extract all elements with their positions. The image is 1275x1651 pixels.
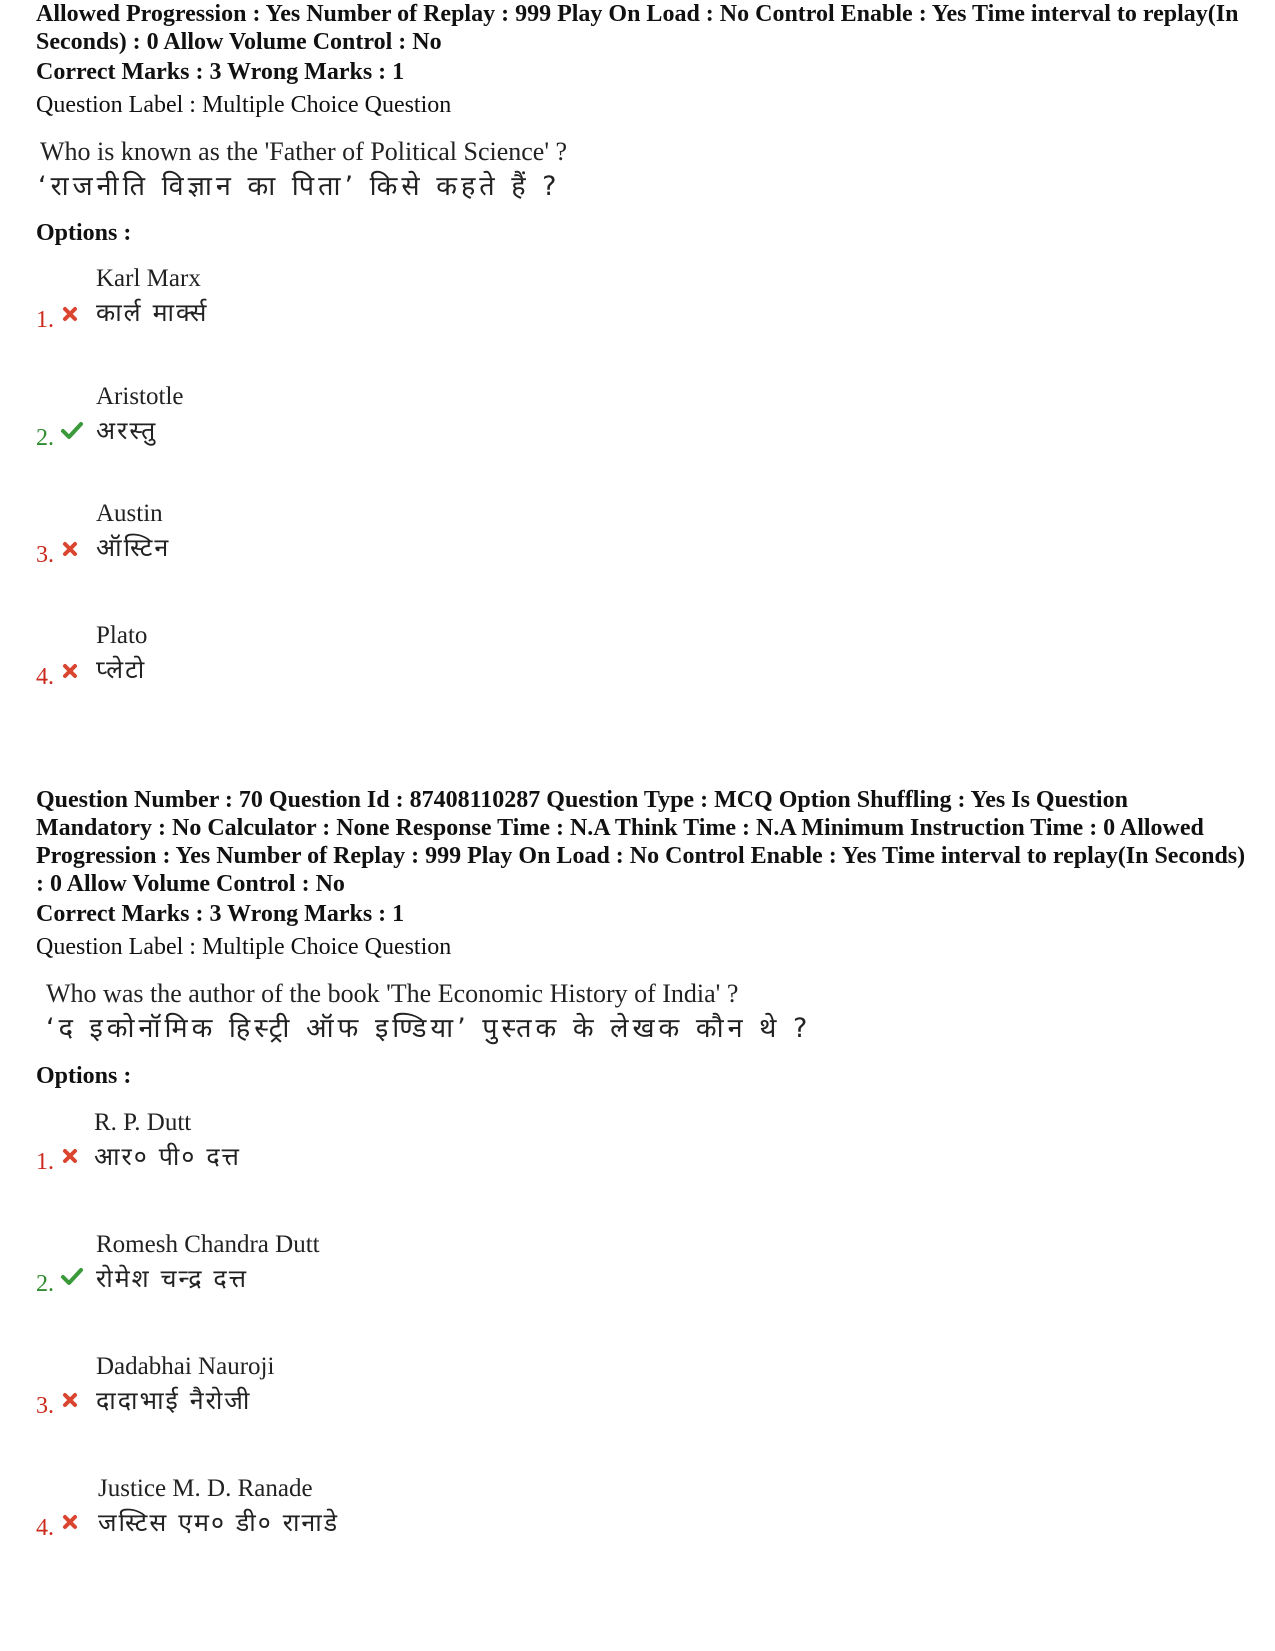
option-item	[36, 1230, 636, 1330]
option-text-hindi: ऑस्टिन	[96, 533, 171, 562]
check-icon	[60, 1266, 84, 1286]
option-item	[36, 499, 636, 599]
option-item	[36, 382, 636, 482]
question-label: Question Label : Multiple Choice Question	[36, 934, 452, 960]
option-item	[36, 621, 636, 721]
option-text-hindi: दादाभाई नैरोजी	[96, 1386, 252, 1415]
option-number: 3.	[36, 1393, 54, 1419]
option-text-english: Austin	[96, 500, 163, 527]
cross-icon	[60, 1146, 80, 1166]
option-text-english: Justice M. D. Ranade	[98, 1475, 313, 1502]
cross-icon	[60, 1512, 80, 1532]
option-text-hindi: आर० पी० दत्त	[94, 1142, 241, 1171]
option-item	[36, 1108, 636, 1208]
option-number: 4.	[36, 664, 54, 690]
question-meta: Question Number : 70 Question Id : 87408110287 Question Type : MCQ Option Shuffling : Yes Is Question Mandatory : No Calculator : None Response Time : N.A Think Time : N.A Minimum Instruction Time : 0 Allowed Progression : Yes Number of Replay : 999 Play On Load : No Control Enable : Yes Time interval to replay(In Seconds) : 0 Allow Volume Control : No	[36, 787, 1246, 897]
option-item	[36, 1352, 636, 1452]
question-text-hindi: ‘राजनीति विज्ञान का पिता’ किसे कहते हैं ?	[38, 171, 561, 202]
option-text-hindi: अरस्तु	[96, 416, 158, 445]
option-text-english: Aristotle	[96, 383, 184, 410]
option-number: 1.	[36, 307, 54, 333]
option-text-english: R. P. Dutt	[94, 1109, 192, 1136]
option-item	[36, 264, 636, 364]
question-label: Question Label : Multiple Choice Question	[36, 92, 452, 118]
marks-info: Correct Marks : 3 Wrong Marks : 1	[36, 59, 405, 85]
options-heading: Options :	[36, 1063, 132, 1089]
option-text-english: Romesh Chandra Dutt	[96, 1231, 320, 1258]
question-meta: Allowed Progression : Yes Number of Replay : 999 Play On Load : No Control Enable : Yes Time interval to replay(In Seconds) : 0 Allow Volume Control : No	[36, 1, 1239, 55]
marks-info: Correct Marks : 3 Wrong Marks : 1	[36, 901, 405, 927]
option-number: 2.	[36, 1271, 54, 1297]
option-text-hindi: जस्टिस एम० डी० रानाडे	[98, 1508, 340, 1537]
option-item	[36, 1474, 636, 1574]
cross-icon	[60, 539, 80, 559]
check-icon	[60, 420, 84, 440]
question-text-english: Who was the author of the book 'The Economic History of India' ?	[46, 979, 739, 1008]
option-text-english: Karl Marx	[96, 265, 201, 292]
question-text-english: Who is known as the 'Father of Political Science' ?	[40, 137, 568, 166]
cross-icon	[60, 661, 80, 681]
cross-icon	[60, 304, 80, 324]
option-text-hindi: प्लेटो	[96, 655, 147, 684]
option-number: 1.	[36, 1149, 54, 1175]
option-text-english: Plato	[96, 622, 148, 649]
cross-icon	[60, 1390, 80, 1410]
options-heading: Options :	[36, 220, 132, 246]
question-text-hindi: ‘द इकोनॉमिक हिस्ट्री ऑफ इण्डिया’ पुस्तक के लेखक कौन थे ?	[46, 1013, 812, 1044]
option-text-english: Dadabhai Nauroji	[96, 1353, 275, 1380]
option-number: 4.	[36, 1515, 54, 1541]
option-number: 2.	[36, 425, 54, 451]
option-text-hindi: कार्ल मार्क्स	[96, 298, 209, 327]
option-text-hindi: रोमेश चन्द्र दत्त	[96, 1264, 248, 1293]
option-number: 3.	[36, 542, 54, 568]
